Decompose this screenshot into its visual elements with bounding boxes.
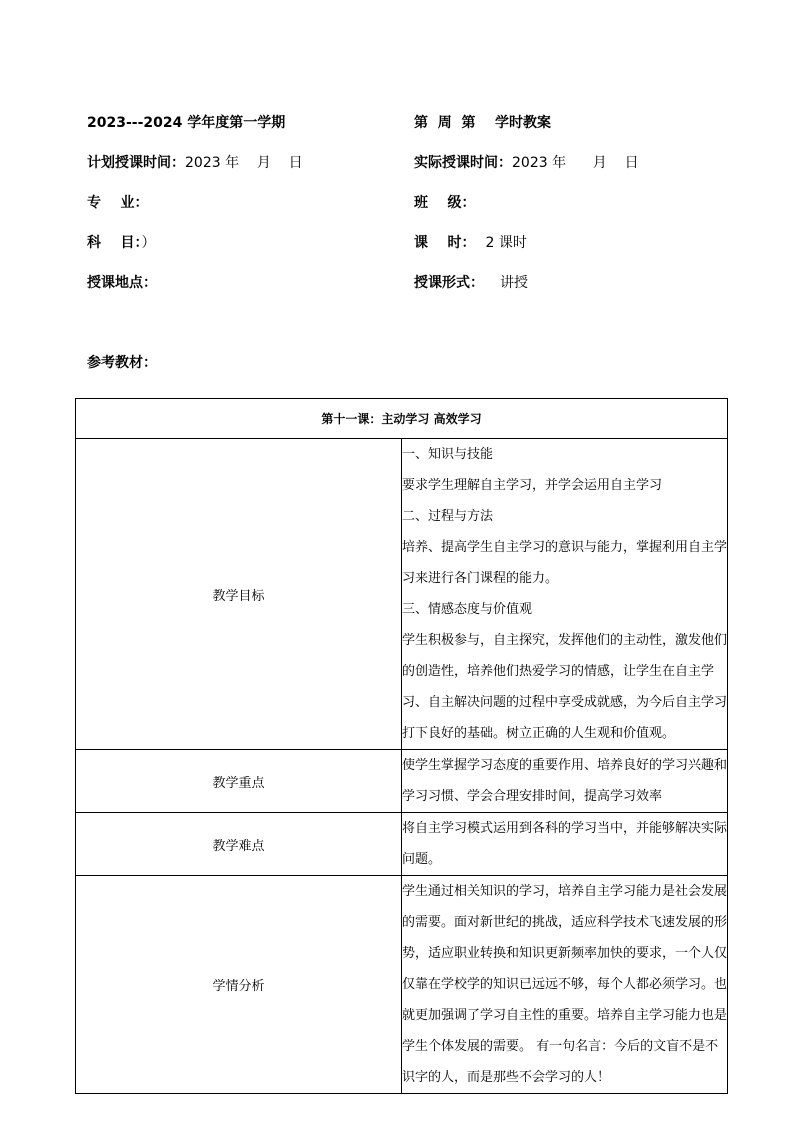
content-line: 二、过程与方法: [402, 509, 494, 524]
class-label: 班 级：: [414, 195, 476, 211]
hours-label: 课 时：: [414, 235, 476, 251]
content-line: 学生通过相关知识的学习，培养自主学习能力是社会发展的需要。面对新世纪的挑战，适应科学技术飞速发展的形势，适应职业转换和知识更新频率加快的要求，一个人仅仅靠在学校学的知识已远远不够，每个人都必须学习。也就更加强调了学习自主性的重要。培养自主学习能力也是学生个体发展的需要。 有一句名言：今后的文盲不是不识字的人，而是那些不会学习的人！: [402, 884, 728, 1085]
form-label: 授课形式：: [414, 275, 484, 291]
row-label-objectives: 教学目标: [76, 439, 402, 750]
subject-label: 科 目：: [87, 235, 142, 251]
content-line: 要求学生理解自主学习，并学会运用自主学习: [402, 478, 663, 493]
content-line: 培养、提高学生自主学习的意识与能力，掌握利用自主学习来进行各门课程的能力。: [402, 540, 728, 586]
week-hour-title: 第 周 第 学时教案: [414, 115, 551, 131]
row-content-difficulties: [402, 813, 728, 876]
row-content-analysis: [402, 876, 728, 1094]
subject: [87, 233, 156, 253]
actual-time-value: 2023 年 月 日: [512, 155, 639, 171]
row-label-difficulties: 教学难点: [76, 813, 402, 876]
table-row: [76, 813, 728, 876]
form-value: 讲授: [500, 275, 528, 291]
major-label: 专 业：: [87, 195, 149, 211]
subject-value: ）: [141, 235, 156, 251]
plan-time-value: 2023 年 月 日: [185, 155, 303, 171]
actual-time: [414, 153, 639, 173]
form: [414, 273, 528, 293]
hours: [414, 233, 527, 253]
plan-time: [87, 153, 303, 173]
table-row: [76, 876, 728, 1094]
table-row: [76, 439, 728, 750]
row-content-key-points: [402, 750, 728, 813]
lesson-table: [75, 398, 728, 1094]
actual-time-label: 实际授课时间：: [414, 155, 512, 171]
row-label-key-points: 教学重点: [76, 750, 402, 813]
reference-label: 参考教材：: [87, 355, 157, 371]
year-term: 2023---2024 学年度第一学期: [87, 115, 286, 131]
lesson-title: 第十一课：主动学习 高效学习: [76, 399, 728, 439]
location-label: 授课地点：: [87, 275, 157, 291]
row-content-objectives: [402, 439, 728, 750]
hours-value: 2 课时: [485, 235, 527, 251]
row-label-analysis: 学情分析: [76, 876, 402, 1094]
plan-time-label: 计划授课时间：: [87, 155, 185, 171]
content-line: 学生积极参与，自主探究，发挥他们的主动性，激发他们的创造性，培养他们热爱学习的情感，让学生在自主学习、自主解决问题的过程中享受成就感，为今后自主学习打下良好的基础。树立正确的人生观和价值观。: [402, 633, 728, 741]
content-line: 使学生掌握学习态度的重要作用、培养良好的学习兴趣和学习习惯、学会合理安排时间，提高学习效率: [402, 758, 728, 804]
content-line: 一、知识与技能: [402, 447, 494, 462]
table-row: [76, 750, 728, 813]
table-title-row: [76, 399, 728, 439]
content-line: 将自主学习模式运用到各科的学习当中，并能够解决实际问题。: [402, 821, 728, 867]
content-line: 三、情感态度与价值观: [402, 602, 533, 617]
